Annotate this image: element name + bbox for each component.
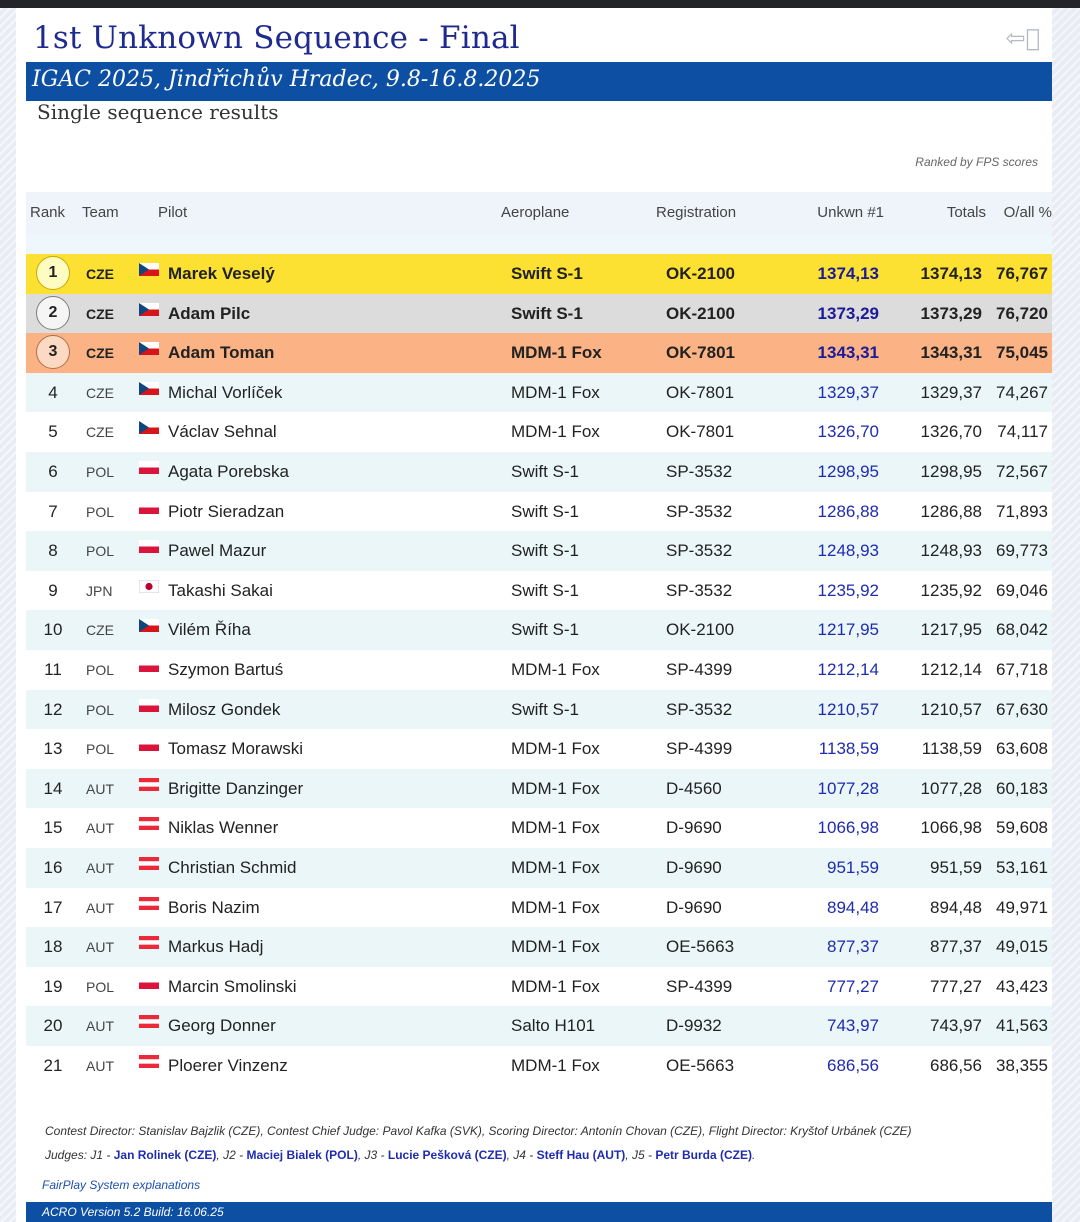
totals-cell: 1217,95	[920, 620, 982, 640]
unknown-score-link[interactable]: 1066,98	[817, 818, 879, 838]
team-cell: POL	[86, 701, 115, 718]
overall-percent-cell: 38,355	[996, 1056, 1048, 1075]
pilot-name[interactable]: Adam Pilc	[168, 303, 251, 323]
totals-cell: 1066,98	[920, 818, 982, 838]
rank-cell: 11	[44, 660, 62, 679]
cze-flag-icon	[139, 303, 159, 316]
pilot-name[interactable]: Milosz Gondek	[168, 699, 281, 719]
overall-percent-cell: 74,117	[997, 422, 1048, 442]
pilot-name[interactable]: Adam Toman	[168, 343, 275, 363]
registration-cell: SP-3532	[666, 699, 733, 719]
aeroplane-cell: MDM-1 Fox	[511, 976, 600, 996]
unknown-score-link[interactable]: 1212,14	[817, 660, 879, 679]
overall-percent-cell: 41,563	[996, 1016, 1048, 1036]
rank-cell: 5	[48, 422, 58, 442]
totals-cell: 1329,37	[920, 382, 982, 402]
col-team[interactable]: Team	[82, 204, 119, 221]
registration-cell: D-9690	[666, 818, 722, 838]
totals-cell: 1235,92	[920, 580, 982, 600]
pilot-name[interactable]: Tomasz Morawski	[168, 739, 304, 759]
aeroplane-cell: Swift S-1	[511, 699, 580, 719]
judge-name-link[interactable]: Lucie Pešková (CZE)	[387, 1148, 507, 1162]
team-cell: AUT	[86, 1058, 114, 1074]
judge-name-link[interactable]: Jan Rolinek (CZE)	[113, 1148, 217, 1162]
pilot-name[interactable]: Szymon Bartuś	[168, 660, 284, 679]
pilot-name[interactable]: Niklas Wenner	[168, 818, 279, 838]
table-row[interactable]	[26, 650, 1052, 690]
totals-cell: 1374,13	[920, 264, 982, 283]
pilot-name[interactable]: Marcin Smolinski	[168, 976, 297, 996]
judge-name-link[interactable]: Petr Burda (CZE)	[655, 1148, 752, 1162]
aeroplane-cell: Swift S-1	[511, 501, 580, 521]
col-pilot[interactable]: Pilot	[158, 204, 188, 221]
team-cell: CZE	[86, 622, 114, 639]
registration-cell: OK-2100	[666, 303, 735, 323]
table-spacer	[26, 234, 1052, 254]
pol-flag-icon	[139, 501, 159, 514]
table-row[interactable]	[26, 808, 1052, 848]
judge-name-link[interactable]: Maciej Bialek (POL)	[246, 1148, 358, 1162]
judge-name-link[interactable]: Steff Hau (AUT)	[536, 1148, 626, 1162]
registration-cell: SP-4399	[666, 660, 733, 679]
totals-cell: 1210,57	[920, 699, 982, 719]
overall-percent-cell: 72,567	[996, 462, 1048, 481]
aeroplane-cell: MDM-1 Fox	[511, 858, 600, 877]
cze-flag-icon	[139, 382, 159, 395]
registration-cell: OE-5663	[666, 937, 735, 957]
overall-percent-cell: 75,045	[996, 343, 1048, 363]
results-sheet	[16, 8, 1052, 1222]
table-row[interactable]	[26, 333, 1052, 373]
overall-percent-cell: 67,630	[996, 699, 1048, 719]
pilot-name[interactable]: Ploerer Vinzenz	[168, 1056, 288, 1075]
unknown-score-link[interactable]: 1217,95	[817, 620, 879, 640]
unknown-score-link[interactable]: 1326,70	[817, 422, 879, 442]
aeroplane-cell: MDM-1 Fox	[511, 660, 600, 679]
rank-cell: 15	[43, 818, 63, 838]
judge-code: J3	[364, 1148, 378, 1162]
aeroplane-cell: Swift S-1	[511, 620, 580, 640]
table-row[interactable]	[26, 571, 1052, 611]
totals-cell: 1212,14	[920, 660, 982, 679]
pilot-name[interactable]: Václav Sehnal	[168, 422, 277, 442]
col-unknown[interactable]: Unkwn #1	[817, 204, 884, 221]
pilot-name[interactable]: Piotr Sieradzan	[168, 501, 285, 521]
aeroplane-cell: Swift S-1	[511, 303, 583, 323]
rank-cell: 14	[43, 778, 63, 798]
overall-percent-cell: 60,183	[996, 778, 1048, 798]
unknown-score-link[interactable]: 1138,59	[818, 739, 879, 759]
overall-percent-cell: 49,971	[996, 897, 1048, 917]
aeroplane-cell: MDM-1 Fox	[511, 1056, 600, 1075]
team-cell: POL	[86, 741, 115, 758]
unknown-score-link[interactable]: 894,48	[827, 897, 879, 917]
unknown-score-link[interactable]: 1329,37	[817, 382, 879, 402]
totals-cell: 777,27	[930, 976, 982, 996]
aeroplane-cell: Swift S-1	[511, 541, 580, 561]
judge-code: J1	[90, 1148, 104, 1162]
table-row[interactable]	[26, 927, 1052, 967]
overall-percent-cell: 59,608	[996, 818, 1048, 838]
aeroplane-cell: MDM-1 Fox	[511, 422, 600, 442]
pol-flag-icon	[139, 738, 159, 751]
overall-percent-cell: 76,720	[996, 303, 1048, 323]
officials-text: Contest Director: Stanislav Bajzlik (CZE), Contest Chief Judge: Pavol Kafka (SVK), Scoring Director: Antonín Chovan (CZE), Flight Director: Kryštof Urbánek (CZE)	[45, 1124, 912, 1138]
rank-medal: 1	[36, 256, 70, 290]
col-aeroplane[interactable]: Aeroplane	[501, 204, 570, 221]
exit-icon[interactable]: ⇦⃞	[1005, 24, 1040, 52]
overall-percent-cell: 49,015	[996, 937, 1048, 957]
unknown-score-link[interactable]: 877,37	[827, 937, 879, 957]
col-rank[interactable]: Rank	[30, 204, 66, 221]
team-cell: AUT	[86, 939, 114, 956]
team-cell: AUT	[86, 899, 114, 916]
team-cell: AUT	[86, 860, 114, 876]
unknown-score-link[interactable]: 1343,31	[817, 343, 879, 363]
aeroplane-cell: MDM-1 Fox	[511, 343, 602, 363]
rank-cell: 18	[43, 937, 63, 957]
registration-cell: OK-2100	[666, 264, 735, 283]
totals-cell: 877,37	[930, 937, 982, 957]
unknown-score-link[interactable]: 1286,88	[817, 501, 879, 521]
totals-cell: 743,97	[930, 1016, 982, 1036]
pol-flag-icon	[139, 461, 159, 474]
unknown-score-link[interactable]: 1374,13	[817, 264, 879, 283]
unknown-score-link[interactable]: 686,56	[827, 1056, 879, 1075]
rank-cell: 7	[48, 501, 58, 521]
rank-cell: 17	[43, 897, 63, 917]
totals-cell: 1286,88	[920, 501, 982, 521]
team-cell: POL	[86, 543, 115, 560]
registration-cell: OE-5663	[666, 1056, 735, 1075]
pilot-name[interactable]: Michal Vorlíček	[168, 382, 283, 402]
pilot-name[interactable]: Georg Donner	[168, 1016, 276, 1036]
version-text: ACRO Version 5.2 Build: 16.06.25	[42, 1205, 224, 1219]
aut-flag-icon	[139, 897, 159, 910]
pilot-name[interactable]: Boris Nazim	[168, 897, 260, 917]
registration-cell: D-9690	[666, 897, 722, 917]
team-cell: AUT	[86, 820, 114, 837]
table-row[interactable]	[26, 452, 1052, 492]
rank-cell: 12	[43, 699, 63, 719]
unknown-score-link[interactable]: 951,59	[827, 858, 879, 877]
judge-code: J4	[513, 1148, 526, 1162]
totals-cell: 894,48	[930, 897, 982, 917]
table-row[interactable]	[26, 848, 1052, 888]
team-cell: POL	[86, 978, 115, 995]
registration-cell: OK-7801	[666, 422, 735, 442]
aut-flag-icon	[139, 936, 159, 949]
overall-percent-cell: 43,423	[996, 976, 1048, 996]
totals-cell: 1326,70	[920, 422, 982, 442]
aeroplane-cell: MDM-1 Fox	[511, 778, 600, 798]
totals-cell: 1248,93	[920, 541, 982, 561]
team-cell: POL	[86, 464, 115, 480]
table-row[interactable]	[26, 967, 1052, 1007]
rank-cell: 21	[43, 1056, 63, 1075]
team-cell: AUT	[86, 1018, 114, 1035]
totals-cell: 1373,29	[920, 303, 982, 323]
cze-flag-icon	[139, 619, 159, 632]
team-cell: POL	[86, 662, 115, 678]
table-row[interactable]	[26, 412, 1052, 452]
pol-flag-icon	[139, 659, 159, 672]
pol-flag-icon	[139, 699, 159, 712]
aut-flag-icon	[139, 778, 159, 791]
fairplay-link[interactable]: FairPlay System explanations	[42, 1178, 201, 1192]
registration-cell: D-9932	[666, 1016, 722, 1036]
table-row[interactable]	[26, 294, 1052, 334]
table-row[interactable]	[26, 888, 1052, 928]
cze-flag-icon	[139, 342, 159, 355]
unknown-score-link[interactable]: 1248,93	[817, 541, 879, 561]
pol-flag-icon	[139, 540, 159, 553]
aut-flag-icon	[139, 817, 159, 830]
rank-cell: 20	[43, 1016, 63, 1036]
rank-cell: 19	[43, 976, 63, 996]
table-row[interactable]	[26, 254, 1052, 294]
aeroplane-cell: MDM-1 Fox	[511, 937, 600, 957]
table-row[interactable]	[26, 690, 1052, 730]
team-cell: CZE	[86, 424, 114, 441]
judge-code: J5	[631, 1148, 645, 1162]
totals-cell: 1138,59	[921, 739, 982, 759]
table-row[interactable]	[26, 492, 1052, 532]
pilot-name[interactable]: Vilém Říha	[168, 620, 251, 640]
judges-line: Judges: J1 - Jan Rolinek (CZE), J2 - Maciej Bialek (POL), J3 - Lucie Pešková (CZE), J4 - Steff Hau (AUT), J5 - Petr Burda (CZE).	[45, 1148, 756, 1162]
aut-flag-icon	[139, 857, 159, 870]
aeroplane-cell: Swift S-1	[511, 462, 580, 481]
unknown-score-link[interactable]: 1235,92	[817, 580, 879, 600]
overall-percent-cell: 63,608	[996, 739, 1048, 759]
rank-cell: 8	[48, 541, 58, 561]
table-row[interactable]	[26, 729, 1052, 769]
pilot-name[interactable]: Takashi Sakai	[168, 580, 273, 600]
overall-percent-cell: 67,718	[996, 660, 1048, 679]
pilot-name[interactable]: Markus Hadj	[168, 937, 264, 957]
registration-cell: SP-4399	[666, 739, 733, 759]
team-cell: POL	[86, 503, 115, 520]
pol-flag-icon	[139, 976, 159, 989]
table-row[interactable]	[26, 373, 1052, 413]
table-row[interactable]	[26, 531, 1052, 571]
team-cell: AUT	[86, 780, 114, 797]
team-cell: CZE	[86, 266, 114, 282]
totals-cell: 1077,28	[920, 778, 982, 798]
jpn-flag-icon	[139, 580, 159, 593]
ranked-note: Ranked by FPS scores	[915, 155, 1038, 169]
overall-percent-cell: 69,773	[996, 541, 1048, 561]
col-registration[interactable]: Registration	[656, 204, 737, 221]
registration-cell: SP-3532	[666, 541, 733, 561]
rank-cell: 6	[48, 462, 58, 481]
rank-cell: 13	[43, 739, 63, 759]
aut-flag-icon	[139, 1015, 159, 1028]
col-overall[interactable]: O/all %	[1003, 204, 1052, 221]
rank-medal: 2	[36, 296, 70, 330]
overall-percent-cell: 71,893	[996, 501, 1048, 521]
overall-percent-cell: 53,161	[996, 858, 1048, 877]
registration-cell: SP-3532	[666, 501, 733, 521]
registration-cell: SP-3532	[666, 580, 733, 600]
rank-cell: 16	[43, 858, 63, 877]
aeroplane-cell: MDM-1 Fox	[511, 739, 600, 759]
aut-flag-icon	[139, 1055, 159, 1068]
unknown-score-link[interactable]: 1373,29	[817, 303, 879, 323]
event-banner	[26, 62, 1052, 101]
unknown-score-link[interactable]: 1298,95	[817, 462, 879, 481]
rank-medal: 3	[36, 335, 70, 369]
overall-percent-cell: 76,767	[996, 264, 1048, 283]
overall-percent-cell: 68,042	[996, 620, 1048, 640]
totals-cell: 686,56	[930, 1056, 982, 1075]
unknown-score-link[interactable]: 777,27	[827, 976, 879, 996]
totals-cell: 1298,95	[920, 462, 982, 481]
pilot-name[interactable]: Marek Veselý	[168, 264, 275, 283]
aeroplane-cell: MDM-1 Fox	[511, 897, 600, 917]
pilot-name[interactable]: Brigitte Danzinger	[168, 778, 304, 798]
cze-flag-icon	[139, 263, 159, 276]
judges-label: Judges:	[45, 1148, 88, 1162]
team-cell: JPN	[86, 582, 113, 599]
table-row[interactable]	[26, 1006, 1052, 1046]
pilot-name[interactable]: Christian Schmid	[168, 858, 297, 877]
totals-cell: 951,59	[930, 858, 982, 877]
aeroplane-cell: Swift S-1	[511, 264, 583, 283]
rank-cell: 10	[43, 620, 63, 640]
registration-cell: OK-2100	[666, 620, 735, 640]
pilot-name[interactable]: Pawel Mazur	[168, 541, 267, 561]
registration-cell: SP-3532	[666, 462, 733, 481]
table-row[interactable]	[26, 610, 1052, 650]
cze-flag-icon	[139, 421, 159, 434]
page-title: 1st Unknown Sequence - Final	[33, 20, 520, 56]
overall-percent-cell: 74,267	[996, 382, 1048, 402]
event-title: IGAC 2025, Jindřichův Hradec, 9.8-16.8.2025	[32, 67, 541, 92]
pilot-name[interactable]: Agata Porebska	[168, 462, 289, 481]
aeroplane-cell: Salto H101	[511, 1016, 596, 1036]
registration-cell: SP-4399	[666, 976, 733, 996]
team-cell: CZE	[86, 384, 114, 401]
unknown-score-link[interactable]: 1077,28	[817, 778, 879, 798]
judge-code: J2	[223, 1148, 236, 1162]
table-header	[26, 192, 1052, 234]
totals-cell: 1343,31	[920, 343, 982, 363]
team-cell: CZE	[86, 305, 114, 322]
unknown-score-link[interactable]: 743,97	[827, 1016, 879, 1036]
page-subtitle: Single sequence results	[37, 100, 279, 124]
overall-percent-cell: 69,046	[996, 580, 1048, 600]
aeroplane-cell: MDM-1 Fox	[511, 818, 600, 838]
registration-cell: D-9690	[666, 858, 722, 877]
table-row[interactable]	[26, 769, 1052, 809]
unknown-score-link[interactable]: 1210,57	[817, 699, 879, 719]
team-cell: CZE	[86, 345, 114, 362]
window-top-bar	[0, 0, 1080, 8]
version-bar	[26, 1202, 1052, 1222]
registration-cell: OK-7801	[666, 343, 735, 363]
registration-cell: OK-7801	[666, 382, 735, 402]
col-totals[interactable]: Totals	[946, 204, 986, 221]
rank-cell: 9	[48, 580, 58, 600]
aeroplane-cell: MDM-1 Fox	[511, 382, 600, 402]
aeroplane-cell: Swift S-1	[511, 580, 580, 600]
table-row[interactable]	[26, 1046, 1052, 1086]
rank-cell: 4	[48, 382, 58, 402]
registration-cell: D-4560	[666, 778, 722, 798]
